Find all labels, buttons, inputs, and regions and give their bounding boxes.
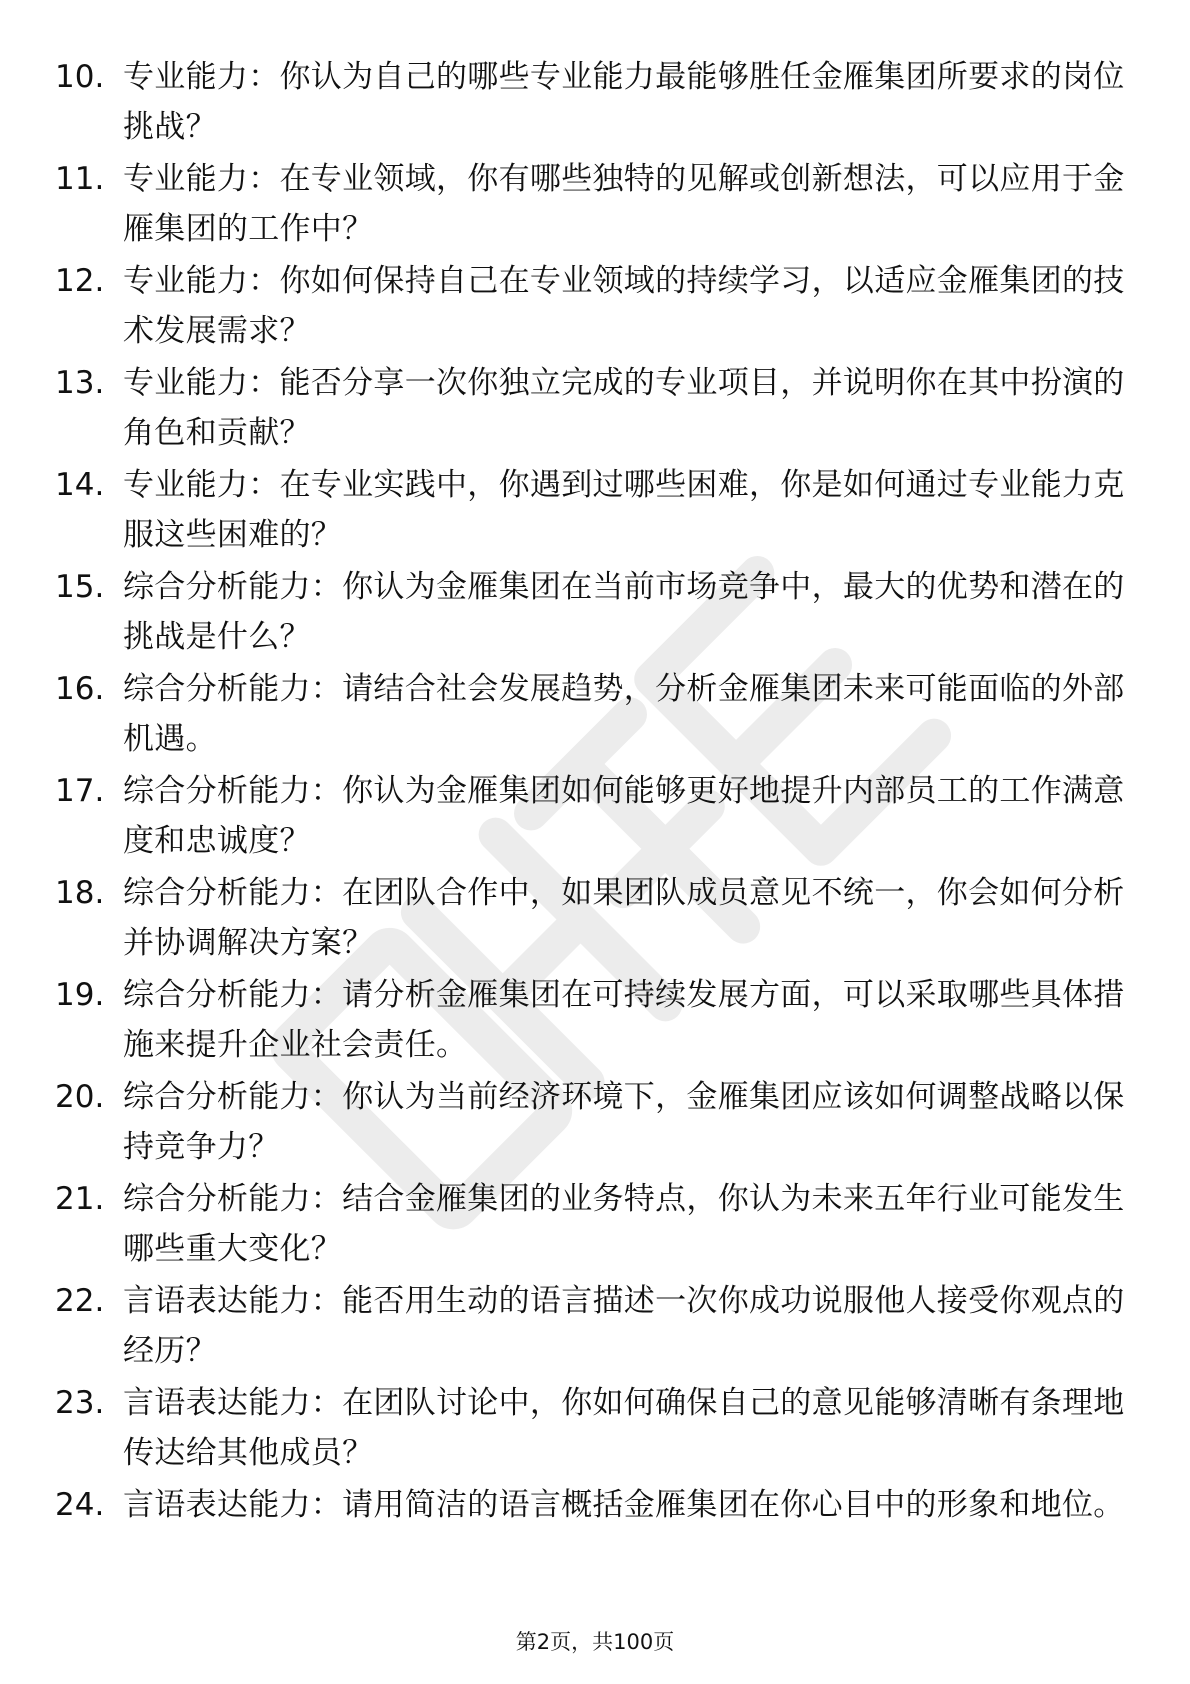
question-number: 22. — [55, 1283, 105, 1319]
question-number: 14. — [55, 467, 105, 503]
question-item — [55, 868, 1135, 970]
question-item — [55, 52, 1135, 154]
question-number: 10. — [55, 59, 105, 95]
question-list — [55, 52, 1135, 1582]
question-item — [55, 664, 1135, 766]
question-number: 18. — [55, 875, 105, 911]
question-text: 专业能力：能否分享一次你独立完成的专业项目，并说明你在其中扮演的角色和贡献？ — [123, 365, 1125, 451]
question-text: 综合分析能力：你认为金雁集团在当前市场竞争中，最大的优势和潜在的挑战是什么？ — [123, 569, 1125, 655]
question-number: 11. — [55, 161, 105, 197]
question-item — [55, 358, 1135, 460]
question-text: 综合分析能力：你认为金雁集团如何能够更好地提升内部员工的工作满意度和忠诚度？ — [123, 773, 1125, 859]
question-text: 专业能力：在专业领域，你有哪些独特的见解或创新想法，可以应用于金雁集团的工作中？ — [123, 161, 1125, 247]
question-item — [55, 1276, 1135, 1378]
question-text: 言语表达能力：能否用生动的语言描述一次你成功说服他人接受你观点的经历？ — [123, 1283, 1125, 1369]
question-text: 言语表达能力：在团队讨论中，你如何确保自己的意见能够清晰有条理地传达给其他成员？ — [123, 1385, 1125, 1471]
question-number: 20. — [55, 1079, 105, 1115]
question-text: 专业能力：你认为自己的哪些专业能力最能够胜任金雁集团所要求的岗位挑战？ — [123, 59, 1125, 145]
question-number: 23. — [55, 1385, 105, 1421]
question-item — [55, 766, 1135, 868]
question-text: 专业能力：你如何保持自己在专业领域的持续学习，以适应金雁集团的技术发展需求？ — [123, 263, 1125, 349]
page-footer — [0, 1628, 1190, 1656]
question-text: 综合分析能力：你认为当前经济环境下，金雁集团应该如何调整战略以保持竞争力？ — [123, 1079, 1125, 1165]
question-item — [55, 460, 1135, 562]
question-text: 综合分析能力：请分析金雁集团在可持续发展方面，可以采取哪些具体措施来提升企业社会责任。 — [123, 977, 1125, 1063]
question-text: 综合分析能力：请结合社会发展趋势，分析金雁集团未来可能面临的外部机遇。 — [123, 671, 1125, 757]
question-item — [55, 970, 1135, 1072]
question-number: 24. — [55, 1487, 105, 1523]
question-number: 13. — [55, 365, 105, 401]
question-item — [55, 562, 1135, 664]
question-number: 15. — [55, 569, 105, 605]
question-number: 19. — [55, 977, 105, 1013]
question-item — [55, 1378, 1135, 1480]
question-text: 综合分析能力：在团队合作中，如果团队成员意见不统一，你会如何分析并协调解决方案？ — [123, 875, 1125, 961]
question-text: 综合分析能力：结合金雁集团的业务特点，你认为未来五年行业可能发生哪些重大变化？ — [123, 1181, 1125, 1267]
question-number: 12. — [55, 263, 105, 299]
page-number-label: 第2页，共100页 — [515, 1630, 675, 1654]
question-item — [55, 154, 1135, 256]
question-item — [55, 1072, 1135, 1174]
question-text: 专业能力：在专业实践中，你遇到过哪些困难，你是如何通过专业能力克服这些困难的？ — [123, 467, 1125, 553]
question-number: 16. — [55, 671, 105, 707]
question-text: 言语表达能力：请用简洁的语言概括金雁集团在你心目中的形象和地位。 — [123, 1487, 1125, 1523]
question-number: 17. — [55, 773, 105, 809]
question-number: 21. — [55, 1181, 105, 1217]
question-item — [55, 1480, 1135, 1582]
question-item — [55, 1174, 1135, 1276]
question-item — [55, 256, 1135, 358]
